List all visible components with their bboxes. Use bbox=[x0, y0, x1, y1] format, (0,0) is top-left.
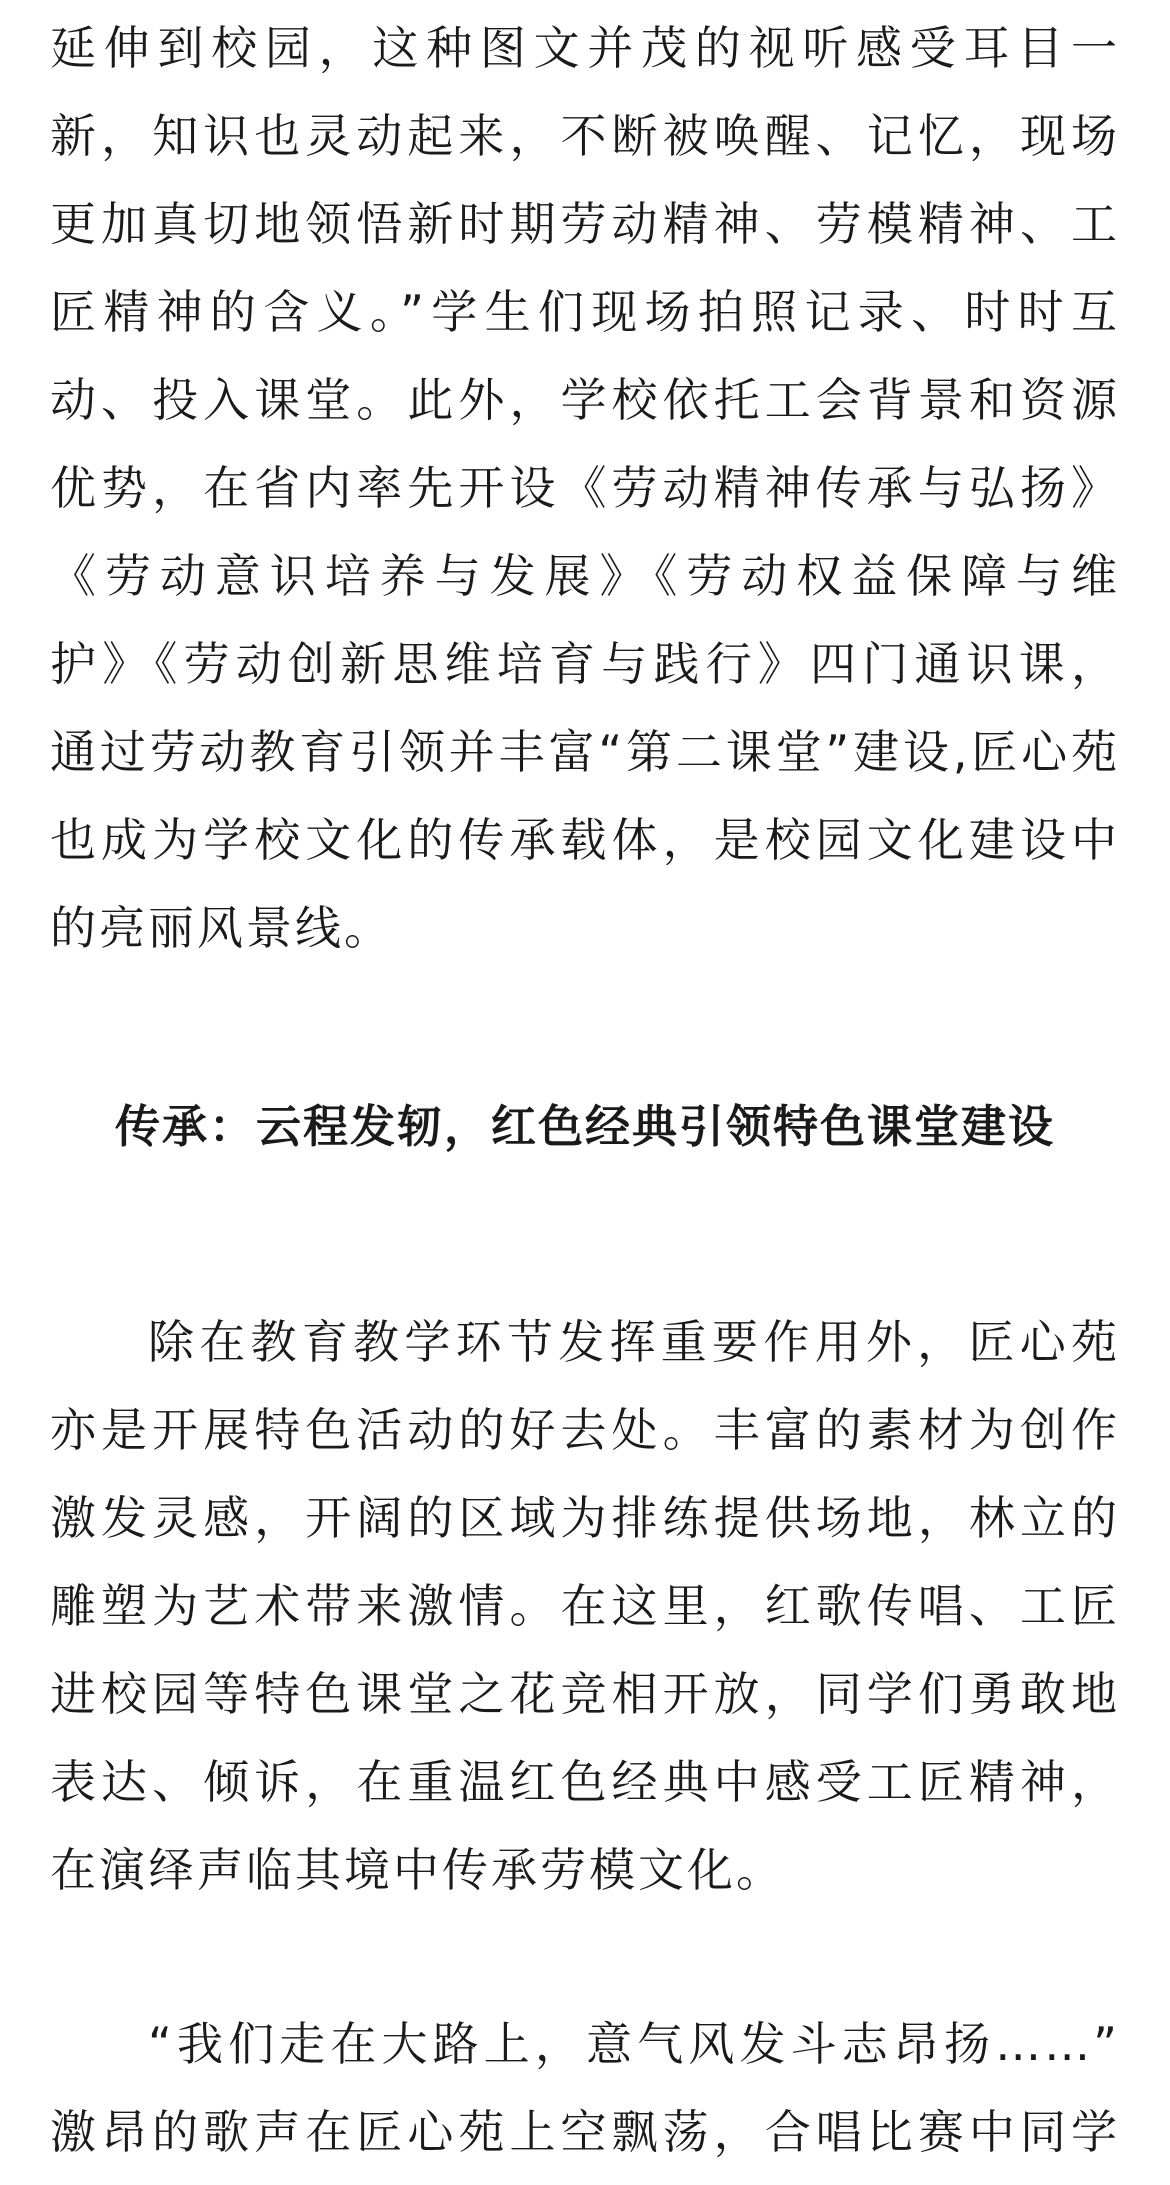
text-line: 动、投入课堂。此外，学校依托工会背景和资源 bbox=[50, 373, 1120, 427]
paragraph-labor-courses bbox=[50, 4, 1120, 972]
text-line: 除在教育教学环节发挥重要作用外，匠心苑 bbox=[148, 1315, 1120, 1369]
text-line: 也成为学校文化的传承载体，是校园文化建设中 bbox=[50, 813, 1120, 867]
text-line: 延伸到校园，这种图文并茂的视听感受耳目一 bbox=[50, 21, 1120, 75]
text-line: 《劳动意识培养与发展》《劳动权益保障与维 bbox=[50, 549, 1120, 603]
text-line: 表达、倾诉，在重温红色经典中感受工匠精神， bbox=[50, 1755, 1120, 1809]
text-line: 在演绎声临其境中传承劳模文化。 bbox=[50, 1843, 785, 1897]
text-line: 匠精神的含义。”学生们现场拍照记录、时时互 bbox=[50, 285, 1120, 339]
text-line: “我们走在大路上，意气风发斗志昂扬……” bbox=[148, 2017, 1120, 2071]
text-line: 新，知识也灵动起来，不断被唤醒、记忆，现场 bbox=[50, 109, 1120, 163]
text-line: 护》《劳动创新思维培育与践行》四门通识课， bbox=[50, 637, 1120, 691]
paragraph-choir-song bbox=[50, 2000, 1120, 2176]
text-line: 激发灵感，开阔的区域为排练提供场地，林立的 bbox=[50, 1491, 1120, 1545]
text-line: 通过劳动教育引领并丰富“第二课堂”建设,匠心苑 bbox=[50, 725, 1120, 779]
text-line: 雕塑为艺术带来激情。在这里，红歌传唱、工匠 bbox=[50, 1579, 1120, 1633]
text-line: 亦是开展特色活动的好去处。丰富的素材为创作 bbox=[50, 1403, 1120, 1457]
text-line: 进校园等特色课堂之花竞相开放，同学们勇敢地 bbox=[50, 1667, 1120, 1721]
section-heading: 传承：云程发轫，红色经典引领特色课堂建设 bbox=[114, 1100, 1055, 1153]
text-line: 更加真切地领悟新时期劳动精神、劳模精神、工 bbox=[50, 197, 1120, 251]
text-line: 的亮丽风景线。 bbox=[50, 901, 393, 955]
text-line: 激昂的歌声在匠心苑上空飘荡，合唱比赛中同学 bbox=[50, 2105, 1120, 2159]
text-line: 优势，在省内率先开设《劳动精神传承与弘扬》 bbox=[50, 461, 1120, 515]
paragraph-special-activities bbox=[50, 1298, 1120, 1914]
